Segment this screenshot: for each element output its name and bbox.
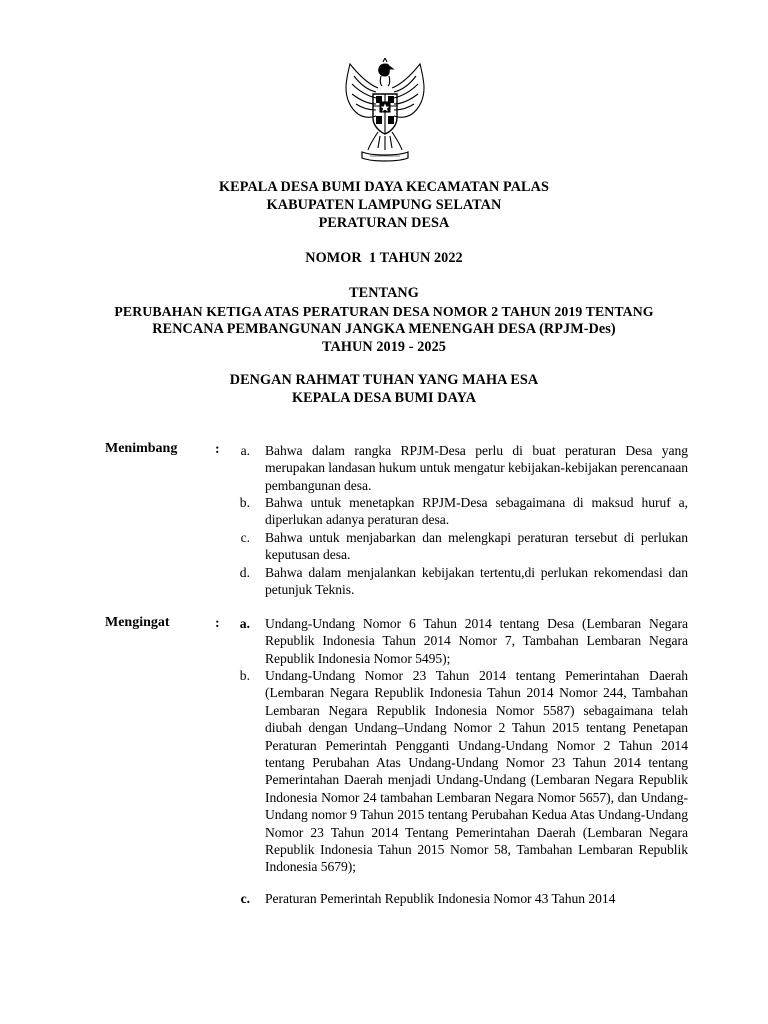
- blessing-line-1: DENGAN RAHMAT TUHAN YANG MAHA ESA: [229, 372, 539, 388]
- regulation-title-line-3: TAHUN 2019 - 2025: [322, 339, 446, 355]
- list-item-text: Undang-Undang Nomor 23 Tahun 2014 tentang Pemerintahan Daerah (Lembaran Negara Republik Indonesia Tahun 2014 Nomor 244, Tambahan Lembaran Negara Republik Indonesia Nomor 5587) sebagaimana telah diubah dengan Undang–Undang Nomor 2 Tahun 2015 tentang Penetapan Peraturan Pemerintah Pengganti Undang-Undang Nomor 2 Tahun 2014 tentang Perubahan Atas Undang-Undang Nomor 23 Tahun 2014 tentang Pemerintahan Daerah menjadi Undang-Undang (Lembaran Negara Republik Indonesia Nomor 24 tambahan Lembaran Negara Nomor 5657), dan Undang-Undang nomor 9 Tahun 2015 tentang Perubahan Kedua Atas Undang-Undang Nomor 23 Tahun 2014 Tentang Pemerintahan Daerah (Lembaran Negara Republik Indonesia Tahun 2015 Nomor 58, Tambahan Lembaran Republik Indonesia 5679);: [265, 668, 688, 875]
- list-marker: c.: [240, 891, 250, 906]
- section-label: Mengingat: [105, 615, 170, 630]
- list-marker: d.: [239, 565, 250, 580]
- list-item-text: Bahwa dalam menjalankan kebijakan tertentu,di perlukan rekomendasi dan petunjuk Teknis.: [265, 565, 688, 598]
- section-colon: :: [215, 442, 220, 457]
- list-marker: a.: [240, 443, 250, 458]
- list-marker: c.: [240, 530, 250, 545]
- list-marker: b.: [239, 668, 250, 683]
- list-item-text: Bahwa dalam rangka RPJM-Desa perlu di buat peraturan Desa yang merupakan landasan hukum untuk mengatur kebijakan-kebijakan perencanaan pembangunan desa.: [265, 443, 688, 493]
- regulation-number: NOMOR 1 TAHUN 2022: [305, 250, 463, 266]
- section-label: Menimbang: [105, 441, 178, 456]
- garuda-emblem-icon: [340, 58, 430, 164]
- list-item-text: Bahwa untuk menetapkan RPJM-Desa sebagaimana di maksud huruf a, diperlukan adanya peraturan desa.: [265, 495, 688, 528]
- regulation-title-line-2: RENCANA PEMBANGUNAN JANGKA MENENGAH DESA (RPJM-Des): [152, 321, 616, 337]
- document-type: PERATURAN DESA: [318, 215, 450, 231]
- blessing-line-2: KEPALA DESA BUMI DAYA: [291, 390, 477, 406]
- issuer-line-2: KABUPATEN LAMPUNG SELATAN: [266, 197, 502, 213]
- list-item-text: Undang-Undang Nomor 6 Tahun 2014 tentang Desa (Lembaran Negara Republik Indonesia Tahun 2014 Nomor 7, Tambahan Lembaran Negara Republik Indonesia Nomor 5495);: [265, 616, 688, 666]
- list-marker: a.: [239, 616, 250, 631]
- about-label: TENTANG: [349, 285, 419, 301]
- list-marker: b.: [239, 495, 250, 510]
- issuer-line-1: KEPALA DESA BUMI DAYA KECAMATAN PALAS: [219, 179, 549, 195]
- regulation-title-line-1: PERUBAHAN KETIGA ATAS PERATURAN DESA NOMOR 2 TAHUN 2019 TENTANG: [114, 304, 654, 319]
- section-colon: :: [215, 616, 220, 631]
- list-item-text: Peraturan Pemerintah Republik Indonesia Nomor 43 Tahun 2014: [265, 891, 616, 906]
- list-item-text: Bahwa untuk menjabarkan dan melengkapi peraturan tersebut di perlukan keputusan desa.: [265, 530, 688, 563]
